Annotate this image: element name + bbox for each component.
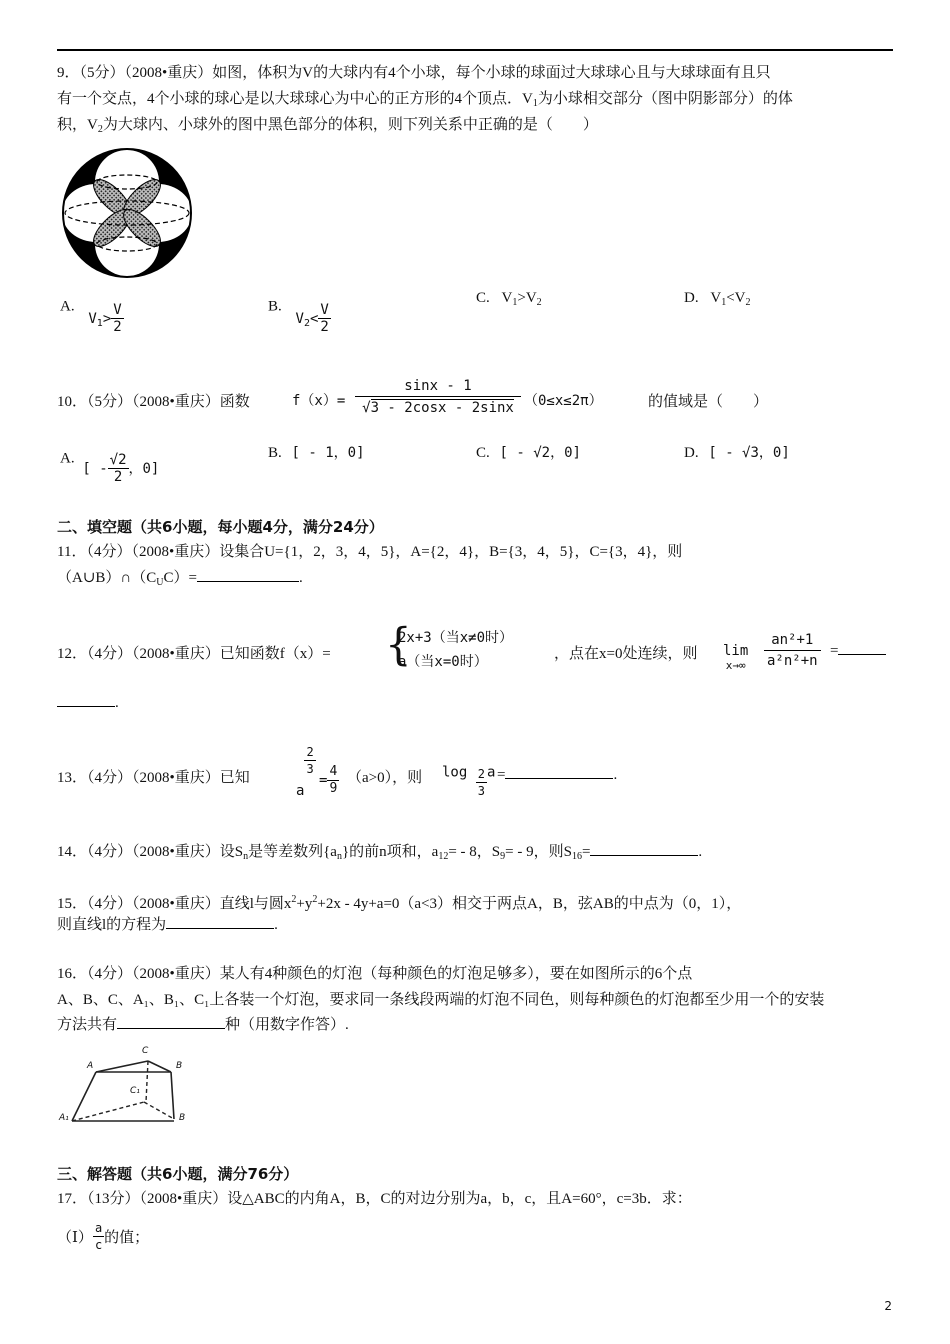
q13-answer (497, 766, 617, 784)
vertex-label-a: A (87, 1061, 94, 1071)
q14-sub: n (243, 851, 249, 862)
option-label: D. (684, 445, 699, 461)
option-formula (502, 290, 542, 306)
q14-sub: 9 (500, 851, 506, 862)
vertex-label-b: B (176, 1061, 183, 1071)
part-label: （Ⅰ） (57, 1230, 93, 1246)
part-text: 的值； (104, 1230, 150, 1246)
q9-line3 (57, 115, 598, 140)
option-formula (710, 290, 750, 306)
q11-line1: 11．（4分）（2008•重庆）设集合U={1，2，3，4，5}，A={2，4}，B={3，4，5}，C={3，4}，则 (57, 544, 683, 560)
formula-op: > (102, 310, 112, 327)
fraction (327, 764, 339, 797)
section-3-title: 三、解答题（共6小题，满分76分） (57, 1165, 299, 1183)
q9-text: 有一个交点，4个小球的球心是以大球球心为中心的正方形的4个顶点．V (57, 91, 533, 107)
q15-answer-blank[interactable] (166, 916, 274, 929)
q16-line1: 16．（4分）（2008•重庆）某人有4种颜色的灯泡（每种颜色的灯泡足够多），要在如图所示的6个点 (57, 966, 693, 982)
header-rule (57, 49, 893, 51)
formula-sub: 2 (536, 297, 542, 308)
formula-sub: 2 (745, 297, 751, 308)
option-label: C. (476, 445, 490, 461)
q9-sub: 2 (97, 124, 103, 135)
formula-text: V (88, 310, 97, 327)
option-formula: [ - √3，0] (708, 445, 790, 461)
frac-den: √3 - 2cosx - 2sinx (362, 400, 514, 416)
q14-end: . (698, 844, 703, 860)
prism-figure (58, 1046, 208, 1130)
frac-num: an²+1 (764, 630, 821, 651)
q15-text: +2x - 4y+a=0（a<3）相交于两点A，B，弦AB的中点为（0，1）， (317, 896, 742, 912)
vertex-label-c: C (142, 1046, 149, 1056)
q14-answer-blank[interactable] (590, 843, 698, 856)
formula-text: V (501, 290, 513, 306)
fraction (318, 302, 330, 335)
q13-eq: = (497, 767, 506, 783)
q9-text: 为小球相交部分（图中阴影部分）的体 (537, 91, 793, 107)
formula-sub: 1 (721, 297, 727, 308)
q14-text: }的前n项和，a (341, 844, 439, 860)
q9-option-d[interactable] (684, 290, 751, 308)
q12-lim (723, 634, 748, 672)
q10-prefix: 10．（5分）（2008•重庆）函数 (57, 394, 250, 410)
formula-text: V (525, 290, 537, 306)
q15-text: +y (296, 896, 313, 912)
q14-text: = (581, 844, 591, 860)
q9-text: 积，V (57, 117, 98, 133)
q10-option-a[interactable] (60, 442, 160, 485)
q15-line1 (57, 890, 741, 914)
q9-line1: 9．（5分）（2008•重庆）如图，体积为V的大球内有4个小球，每个小球的球面过大球球心且与大球球面有且只 (57, 65, 771, 81)
q9-option-a[interactable] (60, 290, 124, 335)
formula-sub: 1 (512, 297, 518, 308)
q10-option-b[interactable] (268, 442, 365, 462)
q12-answer-blank-cont[interactable] (57, 694, 115, 707)
q11-text: （A∪B）∩（C (57, 570, 157, 586)
q9-option-b[interactable] (268, 290, 331, 335)
option-label: A. (60, 450, 75, 467)
option-label: C. (476, 290, 490, 306)
q11-answer-blank[interactable] (197, 569, 299, 582)
q11-sub: U (156, 577, 164, 588)
q12-case1: 2x+3（当x≠0时） (398, 630, 514, 646)
q12-line2 (57, 694, 119, 712)
q15-sup: 2 (312, 894, 318, 905)
frac-num: sinx - 1 (355, 376, 521, 397)
q10-domain: （0≤x≤2π） (524, 393, 603, 409)
formula-sub: 1 (96, 317, 103, 329)
fraction (93, 1220, 104, 1253)
q14-text: 14．（4分）（2008•重庆）设S (57, 844, 244, 860)
q12-answer-blank[interactable] (838, 642, 886, 655)
q9-line2 (57, 89, 793, 114)
q13-rhs (319, 764, 339, 797)
sqrt-content: 3 - 2cosx - 2sinx (370, 400, 514, 416)
q12-brace: { (385, 618, 412, 671)
q14-sub: 12 (438, 851, 449, 862)
q16-text: 种（用数字作答）. (225, 1017, 349, 1033)
q14-text: 是等差数列{a (248, 844, 337, 860)
frac-den: 2 (113, 319, 122, 335)
q16-line2: A、B、C、A₁、B₁、C₁上各装一个灯泡，要求同一条线段两端的灯泡不同色，则每种颜色的灯泡都至少用一个的安装 (57, 992, 825, 1008)
q15-sup: 2 (291, 894, 297, 905)
q9-option-c[interactable] (476, 290, 542, 308)
q15-text: 15．（4分）（2008•重庆）直线l与圆x (57, 896, 292, 912)
q9-text: 为大球内、小球外的图中黑色部分的体积，则下列关系中正确的是（ ） (102, 117, 598, 133)
option-label: A. (60, 298, 75, 315)
option-formula (88, 302, 123, 335)
q16-text: 方法共有 (57, 1017, 118, 1033)
option-formula: [ - √2，0] (499, 445, 581, 461)
q12-middle: ，点在x=0处连续，则 (554, 646, 698, 662)
q12-case2: a（当x=0时） (398, 654, 488, 670)
vertex-label-b1: B (179, 1113, 186, 1123)
q14-text: = - 8，S (448, 844, 501, 860)
log-arg: a (486, 764, 496, 781)
option-formula (295, 302, 331, 335)
vertex-label-c1: C₁ (130, 1086, 140, 1096)
q17-line1: 17．（13分）（2008•重庆）设△ABC的内角A，B，C的对边分别为a，b，c，且A=60°，c=3b．求： (57, 1191, 692, 1207)
q9-sub: 1 (532, 98, 538, 109)
option-formula (82, 452, 160, 485)
formula-text: ，0] (128, 460, 160, 477)
lim-sub: x→∞ (725, 659, 746, 672)
frac-num: 2 (306, 745, 314, 759)
formula-sub: 2 (303, 317, 310, 329)
q15-line2 (57, 915, 278, 935)
frac-den: a²n²+n (767, 653, 818, 669)
vertex-label-a1: A₁ (59, 1113, 69, 1123)
question-14 (57, 842, 702, 867)
section-2-title: 二、填空题（共6小题，每小题4分，满分24分） (57, 518, 384, 536)
q10-fx: f（x）= (292, 393, 346, 409)
formula-text: V (734, 290, 746, 306)
q14-sub: 16 (571, 851, 582, 862)
q11-text: C）= (163, 570, 197, 586)
frac-den: 2 (113, 469, 123, 485)
q13-prefix: 13．（4分）（2008•重庆）已知 (57, 770, 250, 786)
log-base (476, 766, 487, 799)
q15-end: . (274, 917, 278, 933)
frac-den: c (94, 1238, 103, 1252)
page-number: 2 (884, 1299, 892, 1313)
frac-num: √2 (109, 452, 127, 468)
q13-log (442, 756, 496, 798)
q14-sub: n (336, 851, 342, 862)
lim-text: lim (723, 643, 749, 659)
option-label: D. (684, 290, 699, 306)
q13-power (296, 745, 316, 799)
q15-text: 则直线l的方程为 (57, 917, 167, 933)
q16-answer-blank[interactable] (117, 1016, 225, 1029)
q10-option-c[interactable] (476, 442, 581, 462)
q12-eq-sign: = (830, 643, 839, 659)
q12-eq (830, 642, 886, 660)
frac-den: 2 (320, 319, 329, 335)
frac-den: 3 (477, 784, 485, 798)
q17-part1 (57, 1220, 149, 1253)
q13-eq: = (319, 772, 328, 789)
frac-den: 3 (306, 762, 314, 776)
frac-num: a (94, 1221, 103, 1235)
fraction (111, 302, 123, 335)
formula-op: < (309, 310, 319, 327)
formula-op: < (726, 290, 735, 306)
frac-num: 4 (329, 764, 338, 779)
q12-end: . (115, 695, 119, 711)
option-label: B. (268, 445, 282, 461)
formula-text: [ - (82, 460, 108, 477)
frac-num: V (113, 302, 122, 318)
q10-suffix: 的值域是（ ） (648, 394, 769, 410)
q13-end: . (613, 767, 618, 783)
q16-line3 (57, 1015, 349, 1035)
q14-text: = - 9，则S (505, 844, 572, 860)
q13-base: a (296, 782, 305, 799)
q11-line2 (57, 568, 303, 593)
formula-text: V (295, 310, 304, 327)
q12-fraction (764, 630, 821, 671)
exp-fraction (304, 744, 315, 777)
frac-num: V (320, 302, 329, 318)
sphere-figure (60, 146, 194, 280)
q10-option-d[interactable] (684, 442, 790, 462)
formula-op: > (517, 290, 526, 306)
fraction (108, 452, 129, 485)
log-text: log (442, 764, 468, 781)
q10-numerator (355, 376, 521, 419)
q12-prefix: 12．（4分）（2008•重庆）已知函数f（x）= (57, 646, 331, 662)
frac-den: 9 (329, 781, 338, 796)
option-formula: [ - 1，0] (291, 445, 365, 461)
q11-end: . (298, 570, 303, 586)
q13-cond: （a>0），则 (347, 770, 423, 786)
formula-text: V (710, 290, 722, 306)
frac-num: 2 (477, 767, 485, 781)
q13-answer-blank[interactable] (505, 766, 613, 779)
q12-cases (398, 626, 513, 674)
option-label: B. (268, 298, 282, 315)
